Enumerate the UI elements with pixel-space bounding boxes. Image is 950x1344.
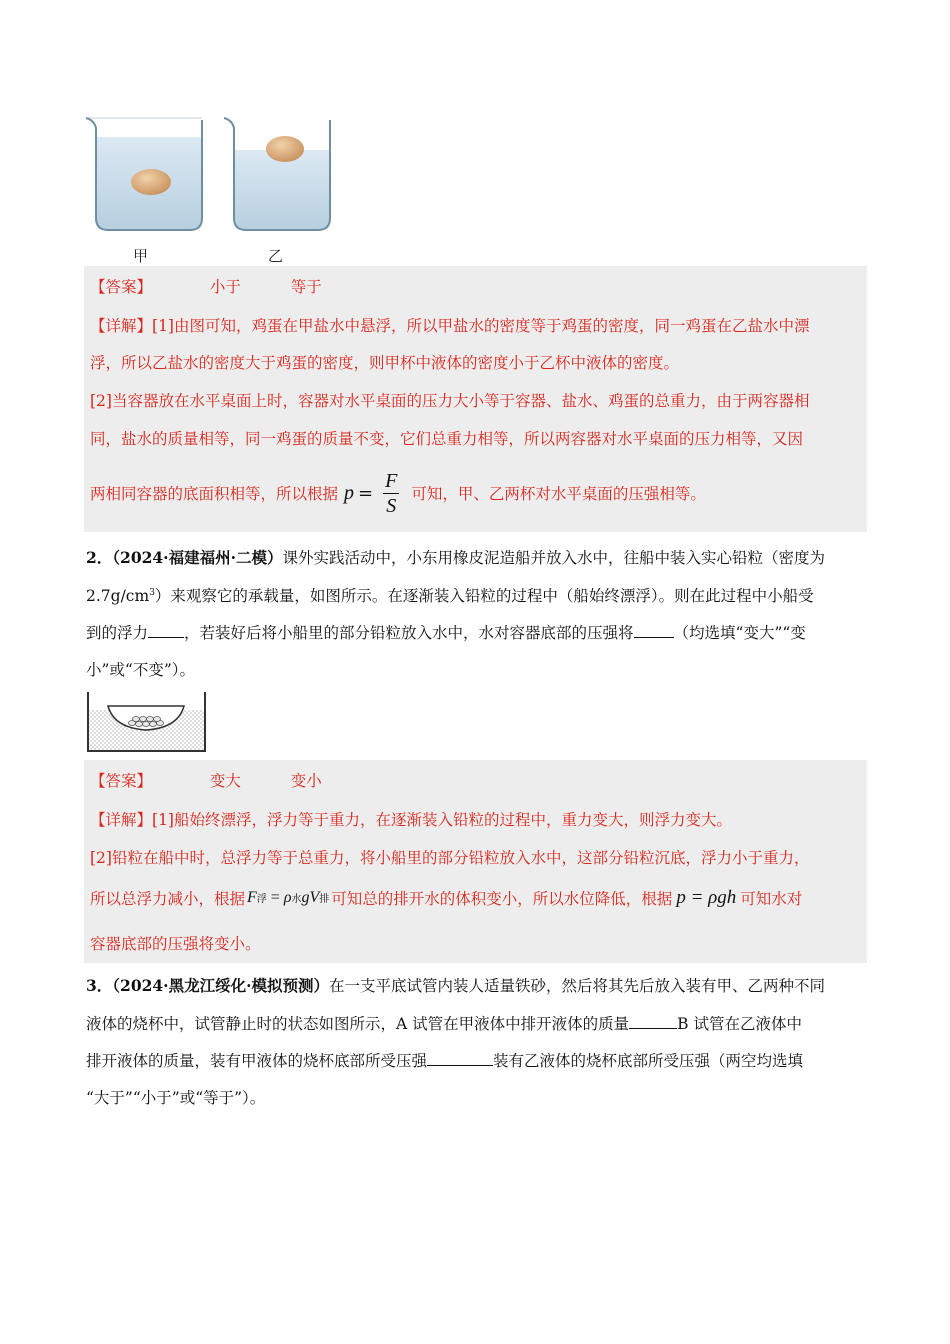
- superscript: 3: [149, 587, 155, 598]
- question-text: 装有乙液体的烧杯底部所受压强（两空均选填: [493, 1052, 804, 1070]
- answer-blank[interactable]: [634, 623, 674, 638]
- question-text: ，若装好后将小船里的部分铅粒放入水中，水对容器底部的压强将: [184, 624, 634, 642]
- formula-equals: =: [358, 482, 374, 504]
- question-3-line: [86, 1049, 803, 1071]
- boat-container-figure: [84, 690, 210, 754]
- detail-tag: 【详解】: [90, 317, 153, 335]
- question-text: B 试管在乙液体中: [677, 1015, 802, 1033]
- answer-box-2: [84, 760, 867, 963]
- question-source: （2024·黑龙江绥化·模拟预测）: [112, 976, 329, 995]
- formula-symbol: gV: [301, 889, 320, 906]
- question-2-line: [86, 584, 814, 606]
- detail-line: [1]由图可知，鸡蛋在甲盐水中悬浮，所以甲盐水的密度等于鸡蛋的密度，同一鸡蛋在乙盐水中漂: [152, 317, 810, 335]
- beaker-jia: [86, 118, 202, 230]
- question-3-line: [86, 1012, 802, 1034]
- formula-symbol: F: [247, 889, 257, 906]
- answer-value-2: 变小: [290, 772, 322, 790]
- question-text: 2.7g/cm: [86, 587, 150, 605]
- question-text: 排开液体的质量，装有甲液体的烧杯底部所受压强: [86, 1052, 428, 1070]
- question-text: 在一支平底试管内装人适量铁砂，然后将其先后放入装有甲、乙两种不同: [328, 977, 825, 995]
- question-number: 2．: [86, 548, 113, 567]
- answer-blank[interactable]: [148, 623, 184, 638]
- beaker-yi: [224, 118, 330, 230]
- detail-line: 同，盐水的质量相等，同一鸡蛋的质量不变，它们总重力相等，所以两容器对水平桌面的压力相等，又因: [90, 430, 804, 448]
- formula-denominator: S: [386, 494, 397, 517]
- formula-symbol: =: [266, 889, 284, 906]
- lead-pellets: [129, 717, 164, 727]
- answer-tag: 【答案】: [90, 278, 153, 296]
- question-2-line: [86, 546, 825, 568]
- detail-line: 所以总浮力减小，根据: [90, 890, 246, 908]
- detail-line: 可知水对: [740, 890, 803, 908]
- detail-line: 浮，所以乙盐水的密度大于鸡蛋的密度，则甲杯中液体的密度小于乙杯中液体的密度。: [90, 354, 680, 372]
- detail-line: [2]当容器放在水平桌面上时，容器对水平桌面的压力大小等于容器、盐水、鸡蛋的总重力，由于两容器相: [90, 392, 810, 410]
- figure-label-jia: 甲: [133, 247, 149, 265]
- detail-line: [2]铅粒在船中时，总浮力等于总重力，将小船里的部分铅粒放入水中，这部分铅粒沉底，浮力小于重力，: [90, 849, 810, 867]
- question-text: 课外实践活动中，小东用橡皮泥造船并放入水中，往船中装入实心铅粒（密度为: [282, 549, 825, 567]
- detail-tag: 【详解】: [90, 811, 153, 829]
- formula-p: p: [344, 481, 355, 504]
- detail-line: 两相同容器的底面积相等，所以根据: [90, 485, 339, 503]
- pressure-formula: p = ρgh: [676, 887, 737, 908]
- egg-floating: [266, 136, 304, 162]
- question-2-line: [86, 621, 806, 643]
- question-text: （均选填“变大”“变: [673, 624, 806, 642]
- detail-line: 可知，甲、乙两杯对水平桌面的压强相等。: [411, 485, 706, 503]
- question-number: 3．: [86, 976, 113, 995]
- detail-line: 容器底部的压强将变小。: [90, 935, 261, 953]
- egg-suspended: [131, 169, 171, 195]
- answer-value-2: 等于: [290, 278, 322, 296]
- buoyancy-formula: [247, 889, 329, 907]
- question-text: ）来观察它的承载量，如图所示。在逐渐装入铅粒的过程中（船始终漂浮）。则在此过程中小船受: [154, 587, 814, 605]
- answer-box-1: [84, 266, 867, 532]
- formula-numerator: F: [385, 469, 398, 492]
- question-text: 到的浮力: [86, 624, 149, 642]
- answer-value-1: 变大: [209, 772, 241, 790]
- beakers-figure: [84, 110, 344, 240]
- detail-line: [1]船始终漂浮，浮力等于重力，在逐渐装入铅粒的过程中，重力变大，则浮力变大。: [152, 811, 732, 829]
- question-text: 液体的烧杯中，试管静止时的状态如图所示，A 试管在甲液体中排开液体的质量: [86, 1015, 630, 1033]
- question-source: （2024·福建福州·二模）: [112, 548, 283, 567]
- answer-blank[interactable]: [427, 1051, 493, 1066]
- formula-subscript: 水: [291, 894, 302, 905]
- formula-symbol: ρ: [283, 889, 292, 906]
- detail-line: 可知总的排开水的体积变小，所以水位降低，根据: [331, 890, 673, 908]
- pressure-formula: [383, 469, 399, 518]
- answer-value-1: 小于: [209, 278, 241, 296]
- formula-subscript: 浮: [256, 894, 267, 905]
- answer-tag: 【答案】: [90, 772, 153, 790]
- figure-label-yi: 乙: [268, 247, 284, 265]
- question-text: “大于”“小于”或“等于”）。: [86, 1089, 266, 1107]
- question-text: 小”或“不变”）。: [86, 661, 196, 679]
- question-3-line: [86, 974, 825, 996]
- answer-blank[interactable]: [629, 1014, 677, 1029]
- formula-subscript: 排: [319, 894, 330, 905]
